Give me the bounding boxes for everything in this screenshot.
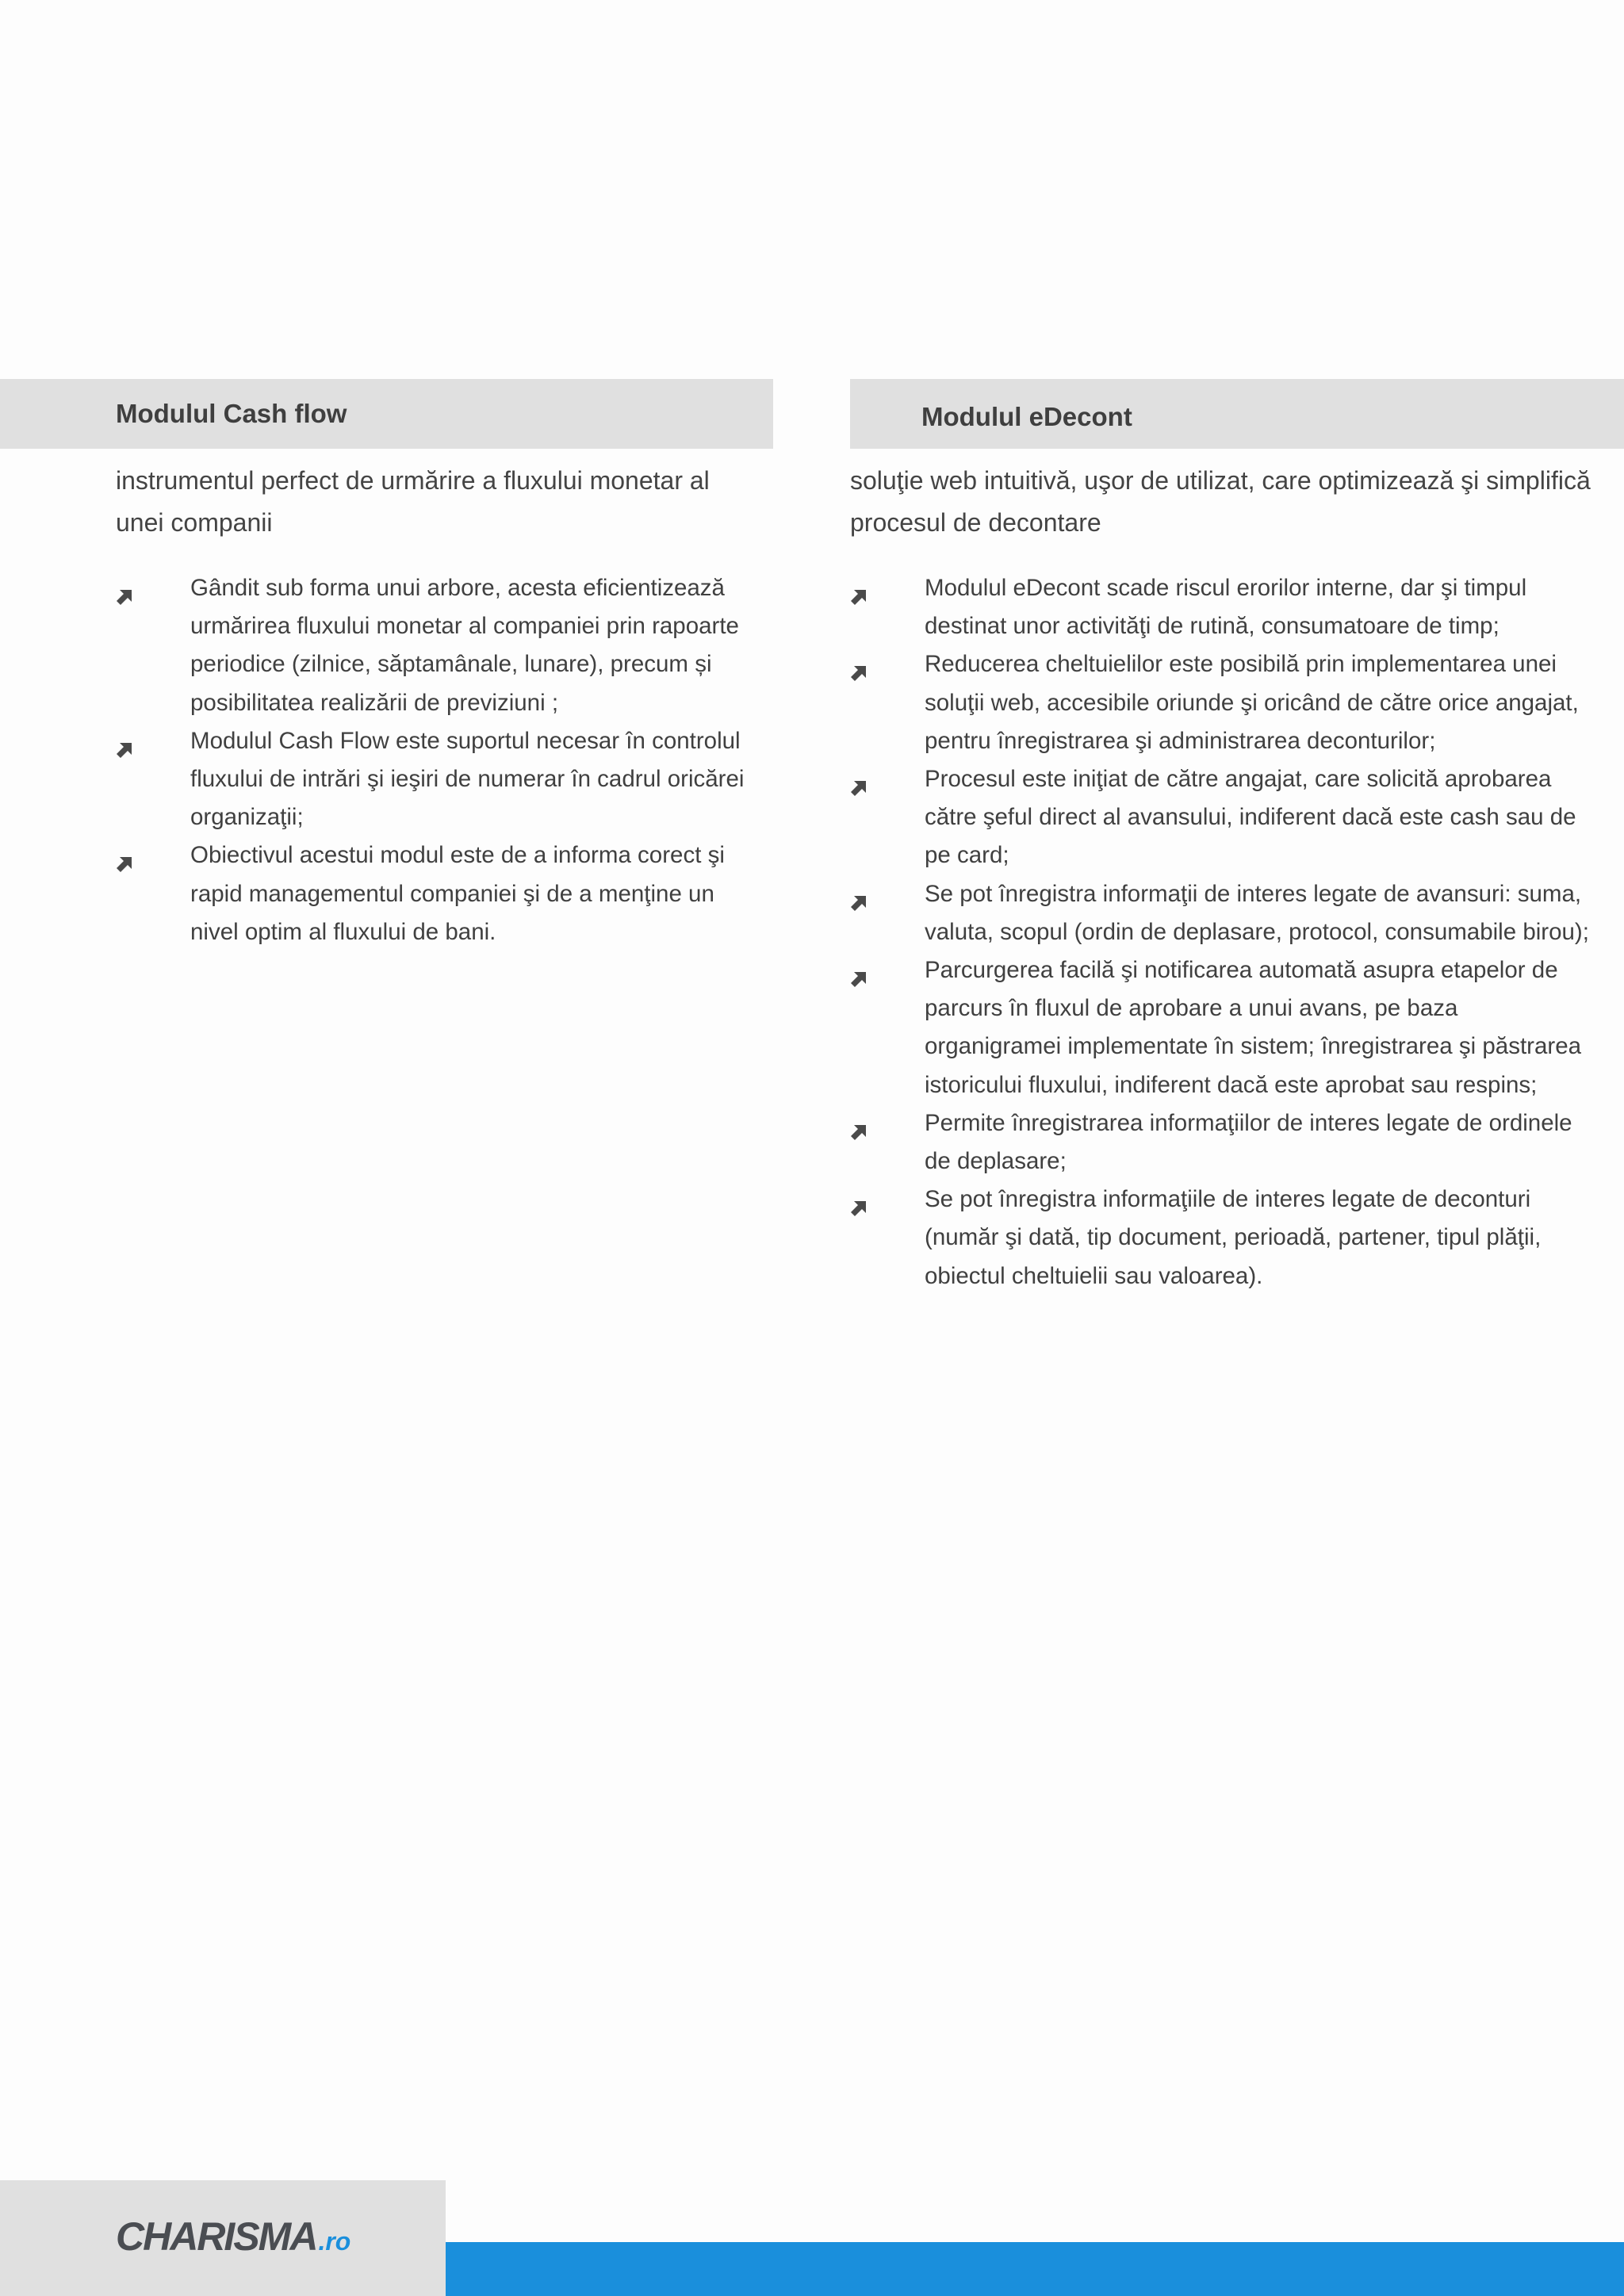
cash-flow-section	[0, 379, 773, 951]
arrow-up-right-icon	[116, 847, 133, 864]
list-item-text: Obiectivul acestui modul este de a informa corect şi rapid managementul companiei şi de a menţine un nivel optim al fluxului de bani.	[190, 842, 725, 945]
edecont-intro: soluţie web intuitivă, uşor de utilizat, care optimizează şi simplifică procesul de decontare	[850, 466, 1591, 537]
logo-main-text: CHARISMA	[116, 2214, 317, 2259]
list-item-text: Parcurgerea facilă şi notificarea automată asupra etapelor de parcurs în fluxul de aprobare a unui avans, pe baza organigramei implementate în sistem; înregistrarea şi păstrarea istoricului fluxului, indiferent dacă este aprobat sau respins;	[925, 957, 1582, 1098]
list-item	[116, 836, 759, 951]
list-item-text: Se pot înregistra informaţii de interes legate de avansuri: suma, valuta, scopul (ordin de deplasare, protocol, consumabile birou);	[925, 880, 1589, 945]
list-item-text: Modulul eDecont scade riscul erorilor interne, dar şi timpul destinat unor activităţi de rutină, consumatoare de timp;	[925, 575, 1527, 640]
arrow-up-right-icon	[850, 580, 868, 597]
list-item	[850, 875, 1600, 951]
list-item	[850, 951, 1600, 1104]
arrow-up-right-icon	[116, 580, 133, 597]
list-item	[850, 1181, 1600, 1295]
cash-flow-list	[0, 569, 773, 951]
list-item-text: Se pot înregistra informaţiile de interes legate de deconturi (număr şi dată, tip document, perioadă, partener, tipul plăţii, obiectul cheltuielii sau valoarea).	[925, 1186, 1542, 1289]
list-item	[850, 645, 1600, 760]
arrow-up-right-icon	[850, 962, 868, 979]
list-item-text: Modulul Cash Flow este suportul necesar în controlul fluxului de intrări şi ieşiri de numerar în cadrul oricărei organizaţii;	[190, 727, 745, 831]
arrow-up-right-icon	[850, 771, 868, 788]
logo-domain-text: .ro	[318, 2227, 351, 2256]
list-item	[116, 569, 759, 722]
list-item	[116, 722, 759, 837]
charisma-logo	[116, 2214, 350, 2261]
arrow-up-right-icon	[850, 1191, 868, 1208]
list-item	[850, 1104, 1600, 1181]
footer-stripe	[446, 2242, 1624, 2296]
list-item-text: Reducerea cheltuielilor este posibilă prin implementarea unei soluţii web, accesibile oriunde şi oricând de către orice angajat, pentru înregistrarea şi administrarea deconturilor;	[925, 651, 1579, 754]
cash-flow-intro: instrumentul perfect de urmărire a fluxului monetar al unei companii	[116, 466, 710, 537]
list-item	[850, 569, 1600, 645]
arrow-up-right-icon	[850, 1115, 868, 1132]
arrow-up-right-icon	[850, 656, 868, 673]
cash-flow-header	[0, 379, 773, 449]
list-item-text: Gândit sub forma unui arbore, acesta eficientizează urmărirea fluxului monetar al companiei prin rapoarte periodice (zilnice, săptamânale, lunare), precum și posibilitatea realizării de previziuni ;	[190, 575, 739, 716]
arrow-up-right-icon	[116, 733, 133, 750]
cash-flow-title: Modulul Cash flow	[116, 399, 347, 428]
list-item	[850, 760, 1600, 875]
edecont-list	[850, 569, 1624, 1295]
edecont-section	[850, 379, 1624, 1295]
list-item-text: Procesul este iniţiat de către angajat, care solicită aprobarea către şeful direct al avansului, indiferent dacă este cash sau de pe card;	[925, 766, 1576, 869]
arrow-up-right-icon	[850, 886, 868, 903]
edecont-title: Modulul eDecont	[921, 402, 1132, 431]
list-item-text: Permite înregistrarea informaţiilor de interes legate de ordinele de deplasare;	[925, 1109, 1572, 1175]
edecont-header	[850, 379, 1624, 449]
